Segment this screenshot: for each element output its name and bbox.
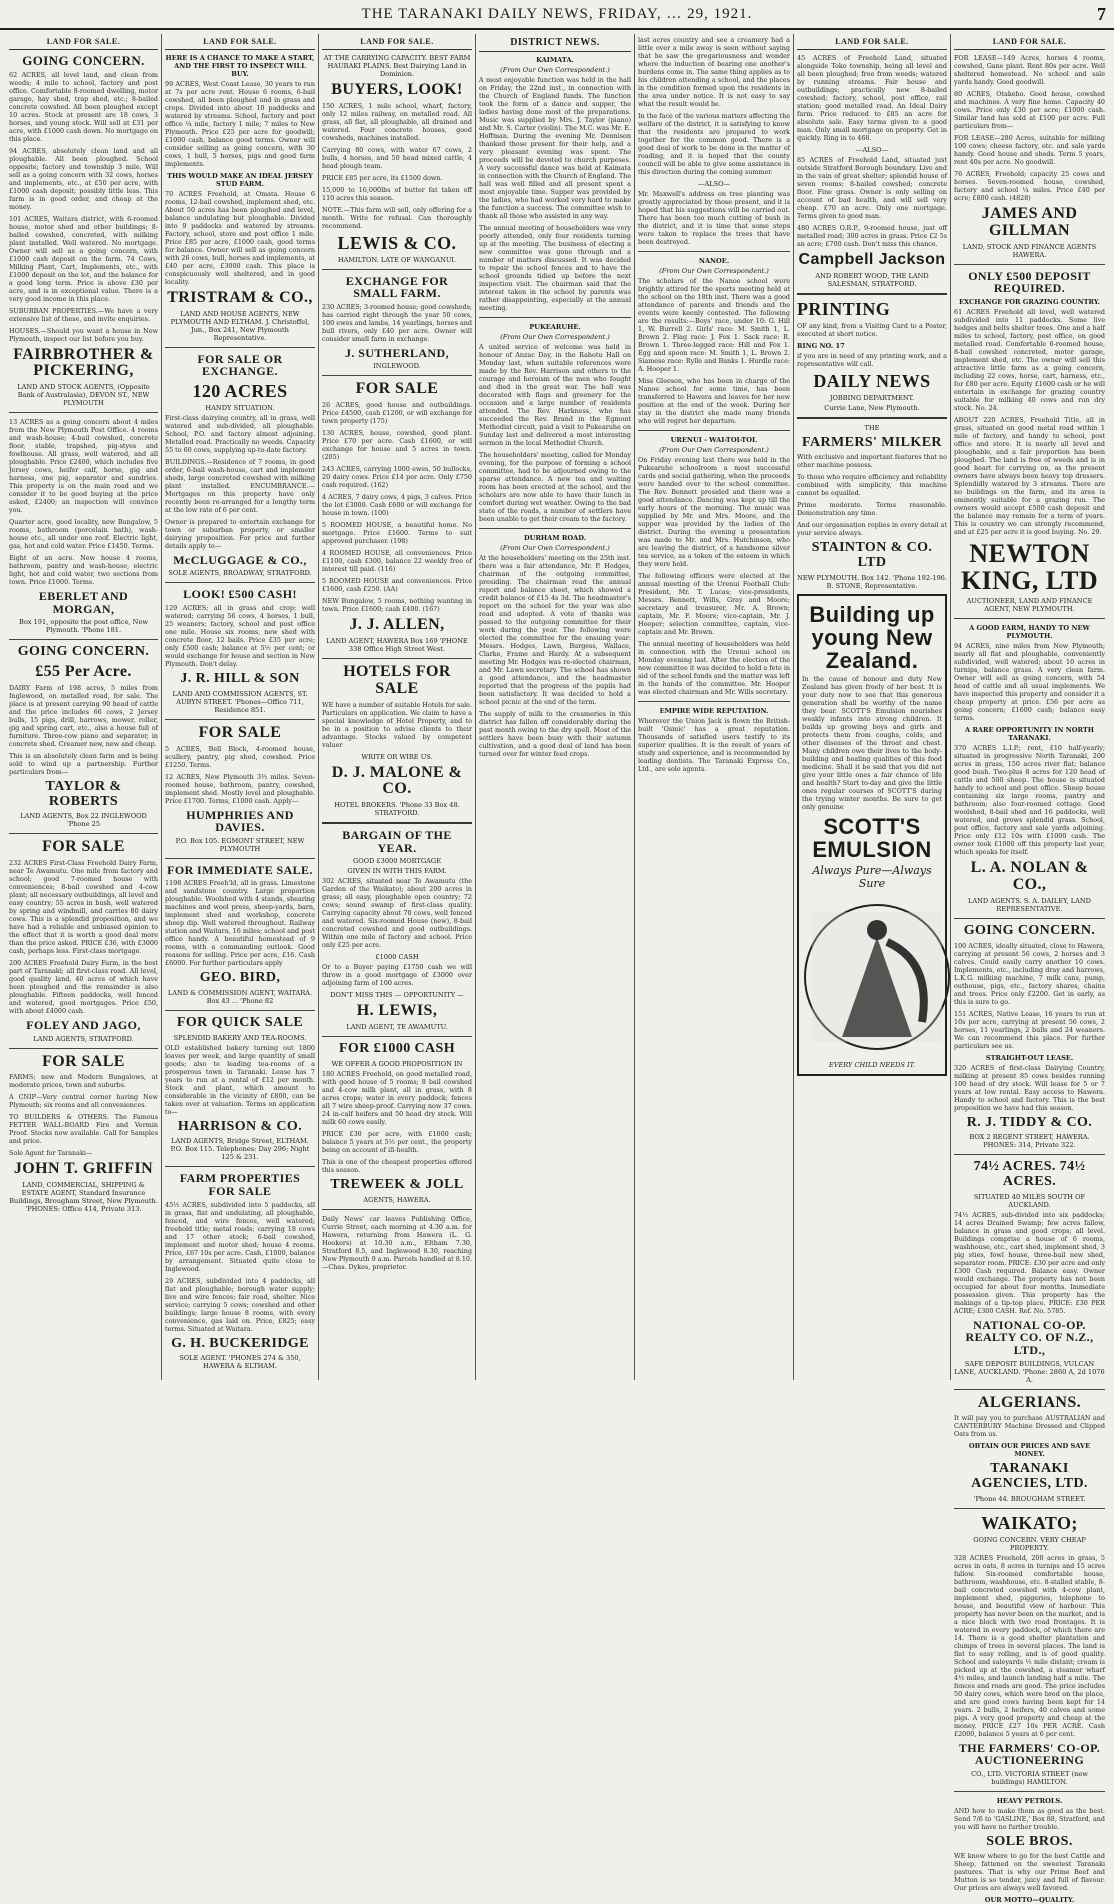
fisherman-emblem-icon [802, 902, 952, 1052]
ad-text: 5 ROOMED HOUSE and conveniences. Price £1600, cash £250. (AA) [322, 577, 472, 594]
ad-heading: GOING CONCERN. [17, 644, 150, 660]
ad-text: 12 ACRES, New Plymouth 3½ miles. Seven-roomed house, bathroom, pantry, cowshed, implement shed. Mostly level and ploughable. Price £1700. Terms, £1000 cash. Apply— [165, 772, 315, 805]
divider [165, 858, 315, 859]
divider [9, 833, 158, 834]
ad-text: 243 ACRES, carrying 1000 ewes, 50 bullocks, 20 dairy cows. Price £14 per acre. Only £750 cash required. (162) [322, 465, 472, 490]
divider [954, 618, 1105, 619]
column-3 [319, 34, 476, 1380]
divider [322, 658, 472, 659]
ad-heading: FOR £1000 CASH [338, 1041, 456, 1057]
divider [165, 582, 315, 583]
ad-subheading: GIVEN IN WITH THIS FARM. [347, 867, 447, 876]
ad-text: 480 ACRES O.R.P., 9-roomed house, just off metalled road; 300 acres in grass. Price £2 5s an acre; £700 cash. Don't miss this chance. [797, 224, 947, 248]
firm-name: H. LEWIS, [356, 1002, 438, 1020]
firm-details: HAMILTON. LATE OF WANGANUI. [337, 255, 457, 264]
firm-name: D. J. MALONE & CO. [331, 763, 463, 798]
ad-text: With exclusive and important features that no other machine possess. [797, 453, 947, 470]
ad-text: This is one of the cheapest properties offered this season. [322, 1157, 472, 1174]
article-text: The annual meeting of householders was held in connection with the Urenui school on Monday evening last. After the election of the new committee it was decided to hold a fete in aid of the school funds and the matter was left in the hands of the committee. Mr. Hooper was elected chairman and Mr. Wills secretary. [638, 640, 790, 696]
ad-heading: FARM PROPERTIES FOR SALE [179, 1171, 301, 1198]
firm-name: G. H. BUCKERIDGE [171, 1335, 309, 1351]
ad-subheading: SITUATED 40 MILES SOUTH OF AUCKLAND. [973, 1192, 1086, 1209]
divider [322, 822, 472, 824]
firm-details: LAND AGENTS, Bridge Street, ELTHAM. P.O. Box 115. Telephones: Day 296; Night 125 & 231. [170, 1137, 310, 1162]
firm-details: CO., LTD. VICTORIA STREET (new buildings) HAMILTON. [971, 1769, 1088, 1786]
section-byline: (From Our Own Correspondent.) [500, 333, 610, 341]
ad-subheading: Currie Lane, New Plymouth. [824, 403, 920, 412]
column-heading: LAND FOR SALE. [797, 34, 947, 50]
ad-text: AND how to make them as good as the best. Send 7/6 to 'GASLINE,' Box 88, Stratford, and you will have no further trouble. [954, 1806, 1105, 1831]
firm-details: AND ROBERT WOOD, THE LAND SALESMAN, STRATFORD. [815, 271, 929, 288]
ad-heading: FOR SALE [355, 380, 439, 398]
ad-text: 29 ACRES, subdivided into 4 paddocks, all flat and ploughable; borough water supply; live and wire fences; fair road, shelter. Nice service; carrying 5 cows; cowshed and other buildings; large house 8 rooms, with every convenience, gas laid on. Price, £825; easy terms. Situated at Waitara. [165, 1276, 315, 1333]
divider [954, 264, 1105, 265]
divider [322, 1209, 472, 1210]
article-text: At the householders' meeting on the 25th inst. there was a fair attendance, Mr. P. Hodges, chairman of the outgoing committee, presiding. The chairman read the annual report and balance sheet, which showed a credit balance of £15 4s 3d. The headmaster's report on the school for the year was also read and adopted. A vote of thanks was passed to the outgoing committee for their work during the year. The following were elected the committee for the ensuing year: Messrs. Hodges, Lawn, Burgess, Wallace, Clarke, Frame and Hardy. At a subsequent meeting Mr. Hodges was re-elected chairman, and Mr. Lawn secretary. The school has shown a good attendance, and the headmaster reported that the progress of the pupils had been satisfactory. It was decided to hold a school picnic at the end of the term. [479, 554, 631, 706]
article-text: The following officers were elected at the annual meeting of the Urenui Football Club: President, Mr. T. Lucas; vice-presidents, Messrs. Bennett, Wills, Gray and Moore; secretary and treasurer, Mr. A. Brown; captain, Mr. F. Moore; vice-captain, Mr. J. Hooper; selection committee, captain, vice-captain and Mr. Brown. [638, 572, 790, 636]
firm-name: THE FARMERS' CO-OP. AUCTIONEERING [958, 1740, 1101, 1768]
ad-text: Eight of an acre. New house 4 rooms, bathroom, pantry and wash-house, electric light, hot and cold water, two sections from town. Price £1000. Terms. [9, 554, 158, 587]
ad-text: NEW Bungalow, 5 rooms, nothing wanting in town. Price £1600; cash £400. (167) [322, 597, 472, 614]
ad-text: 232 ACRES First-Class Freehold Dairy Farm, near Te Awamutu. One mile from factory and school; good 7-roomed house with conveniences; 8-bail cowshed and 4-cow plant; all necessary outbuildings, all level and easy country; 55 acres in bush, well watered by spring and windmill, and carries 80 dairy cows. This is a splendid proposition, and we have had a reliable and unbiased opinion to the effect that it is worth a good deal more than the price asked. PRICE £36, with £3000 cash, perhaps less. First-class mortgage. [9, 859, 158, 956]
masthead-title: THE TARANAKI DAILY NEWS, FRIDAY, … 29, 1921. [361, 6, 753, 22]
firm-details: LAND AGENTS. S. A. DAILEY, LAND REPRESENTATIVE. [968, 896, 1091, 913]
firm-name: TAYLOR & ROBERTS [45, 778, 122, 809]
ad-text: 100 ACRES, ideally situated, close to Hawera, carrying at present 56 cows, 2 horses and 3 calves. Could easily carry another 10 cows. Implements, etc., including dray and harrows, L.K.G. milking machine, 7 milk cans, pump, outhouse, pigs, etc., factory shares, chains and trees. Price only £2200. Get in early, as this is sure to go. [954, 941, 1105, 1006]
ad-heading: FOR SALE [42, 838, 125, 856]
firm-details: BOX 2 REGENT STREET, HAWERA. PHONES: 314, Private 322. [969, 1133, 1090, 1150]
section-title: KAIMATA. [536, 56, 574, 64]
ad-text: ABOUT 220 ACRES, Freehold Title, all in grass, situated on good metal road within 1 mile of factory, and handy to school, post office and store. It is nearly all level and ploughable, and a fair proportion has been ploughed. The land is free of weeds and is in good heart for carrying on, as the present owners have always been heavy top dressers. Splendidly watered by 3 streams. There are no buildings on the farm, and its area is eminently suitable for a grazing run. The owners would accept £500 cash deposit and the balance may remain for a term of years. This is country we can strongly recommend, and at £25 per acre it is good buying. No. 29. [954, 415, 1105, 536]
ad-heading: A GOOD FARM, HANDY TO NEW PLYMOUTH. [969, 624, 1090, 641]
ad-text: 61 ACRES Freehold all level, well watered subdivided into 11 paddocks. Some live hedges and belts shelter trees. One and a half miles to school, factory, post office, on good metalled road. Comfortable 6-roomed house, 8-bail cowshed concreted, motor garage, implement shed, etc. The owner will sell this attractive little farm as a going concern, including 22 cows, horse, cart, harness, etc., for £80 per acre. Equity £1600 cash or he will entertain in exchange for grazing country suitable for milking 40 cows and run dry stock. No. 24. [954, 307, 1105, 412]
ad-heading: GOING CONCERN. [963, 922, 1096, 938]
firm-details: SOLE AGENTS, BROADWAY, STRATFORD. [168, 569, 312, 578]
ad-text: 4 ROOMED HOUSE, all conveniences. Price £1100, cash £300, balance 22 weekly free of interest till paid. (116) [322, 549, 472, 574]
ad-text: 74½ ACRES, sub-divided into six paddocks; 14 acres Drained Swamp; few acres fallow, balance in grass and good crops; all level. Buildings comprise a house of 6 rooms, washhouse, etc., cart shed, implement shed, 3 pig sties, fowl house, three-bail new shed, separator room. PRICE: £30 per acre and only £300 Cash required. Balance easy. Owner would exchange. The property has not been occupied for about four months. Immediate possession given. This property has the makings of a tip-top place. PRICE: £30 PER ACRE; £300 CASH. Ref. No. 5785. [954, 1210, 1105, 1315]
ad-text: PRICE £30 per acre, with £1000 cash; balance 5 years at 5½ per cent., the property being on account of ill-health. [322, 1129, 472, 1154]
firm-details: LAND AND COMMISSION AGENTS, ST. AUBYN STREET. 'Phones—Office 711, Residence 851. [172, 689, 308, 714]
ad-text: 15,000 to 16,000lbs of butter fat taken off 110 acres this season. [322, 185, 472, 202]
firm-name: J. SUTHERLAND, [345, 345, 449, 360]
divider [9, 639, 158, 640]
ad-subheading: SPLENDID BAKERY AND TEA-ROOMS. [173, 1033, 307, 1042]
ad-text: 80 ACRES, Otakeho. Good house, cowshed and machines. A very fine home. Capacity 40 cows. Price only £30 per acre; £1000 cash. Similar land has sold at £100 per acre. Full particulars from— [954, 90, 1105, 130]
firm-details: 'Phone 44. BROUGHAM STREET. [973, 1494, 1086, 1503]
divider [954, 1508, 1105, 1509]
firm-name: SOLE BROS. [986, 1833, 1073, 1849]
ad-text: PRICE £85 per acre, its £1500 down. [322, 173, 443, 182]
firm-details: HOTEL BROKERS. 'Phone 33 Box 48. STRATFORD. [334, 801, 460, 818]
ad-text: 13 ACRES as a going concern about 4 miles from the New Plymouth Post Office. 4 rooms and wash-house; 4-bail cowshed, concrete floor, stable, trapshed, pig-styes and fowlhouse. All grass, well watered, and all ploughable. Price £2400, which includes five Jersey cows, heifer calf, horse, gig and harness, one pig, separator and sundries. This property is on the main road and we consider it to be good buying at the price asked, £2400; an inspection will convince you. [9, 418, 158, 515]
firm-name: HUMPHRIES AND DAVIES. [186, 807, 294, 835]
divider [165, 347, 315, 348]
ad-heading: STRAIGHT-OUT LEASE. [985, 1053, 1074, 1062]
column-2 [162, 34, 319, 1380]
ad-text: OUR MOTTO—QUALITY. [984, 1896, 1075, 1904]
ad-text: FARMS; new and Modern Bungalows, at moderate prices, town and suburbs. [9, 1073, 158, 1090]
divider [322, 269, 472, 270]
ad-text: DAIRY Farm of 198 acres, 5 miles from Inglewood, on metalled road, for sale. The place is at present carrying 90 head of cattle and the price includes 66 cows, 2 Jersey bulls, 15 pigs, drill, harrows, mower, roller, gig and spring cart, etc., also a house full of furniture. Three-cow piano and separator, in concrete shed. Creamer new, new and cheap. [9, 683, 158, 748]
article-text: The annual meeting of householders was very poorly attended, only four residents turning up at the meeting. The business of electing a new committee was gone through and a number of matters discussed. It was decided to repair the school fences and to have the school grounds tidied up before the next inspection visit. The chairman said that the interest taken in the school by parents was rather disappointing, especially at the annual meeting. [479, 224, 631, 312]
firm-details: Box 191, opposite the post office, New Plymouth. 'Phone 181. [18, 618, 148, 635]
ad-text: 328 ACRES Freehold, 200 acres in grass, 5 acres in oats, 8 acres in turnips and 15 acres fallow. Six-roomed comfortable house, bathroom, washhouse, etc. 8-stalled stable, 8-bail concreted cowshed with 4-cow plant, implement shed, piggeries, telephone to house, and beautiful view of harbour. This property has never been on the market, and is a nice block with two road frontages. It is watered in every paddock, of which there are 14. There is a good shelter plantation and clumps of trees in several places. The land is flat to easy rolling, and is of good quality. School and saleyards ½ mile distant; cream is picked up at the cowshed, a steamer wharf 4½ miles, and launch landing half a mile. The fences and roads are good. The price includes 50 dairy cows, which were bred on the place, and are good cows having been kept for 14 years. 2 bulls, 2 heifers, 40 calves and some pigs. A very good property and cheap at the money. PRICE £27 10s PER ACRE. Cash £2000, balance 5 years at 6 per cent. [954, 1553, 1105, 1738]
ad-banner: AT THE CARRYING CAPACITY. BEST FARM HAURAKI PLAINS. Best Dairying Land in Dominion. [323, 54, 471, 78]
firm-details: LAND AND STOCK AGENTS, (Opposite Bank of Australasia), DEVON ST., NEW PLYMOUTH [17, 383, 150, 408]
ad-heading: HERE IS A CHANCE TO MAKE A START, AND THE FIRST TO INSPECT WILL BUY. [165, 54, 315, 78]
ad-heading: FOR SALE [198, 723, 282, 741]
ad-text: FOR LEASE—280 Acres, suitable for milking 100 cows; cheese factory, etc. and sale yards handy. Good house and sheds. Term 5 years, rent 40s per acre. No goodwill. [954, 134, 1105, 166]
ad-text: TO BUILDERS & OTHERS. The Famous FETTER WALL-BOARD Fire and Vermin Proof. Stocks now available. Call for Samples and price. [9, 1113, 158, 1146]
firm-details: LAND AGENTS, STRATFORD. [33, 1034, 134, 1043]
ad-text: WRITE OR WIRE US. [361, 752, 433, 761]
ad-text: Or to a Buyer paying £1750 cash we will throw in a good mortgage of £3000 over adjoining farm of 100 acres. [322, 963, 472, 988]
section-title: PUKEARUHE. [529, 323, 581, 331]
ad-text: 180 ACRES Freehold, on good metalled road, with good house of 5 rooms; 8 bail cowshed and 4-cow milk plant, all in grass, with 8 acres crops; water in every paddock; fences all 7 wire sheep-proof. Carrying now 37 cows. 24 in-calf heifers and 50 head dry stock. Will milk 60 cows easily. [322, 1069, 472, 1126]
ad-text: 62 ACRES, all level land, and clean from weeds; 4 mile to school, factory and post office. Comfortable 8-roomed dwelling, motor garage, hay shed, trap shed, etc.; 8-bailed concrete cowshed. All been ploughed except 10 acres. Stock at present are 18 cows, 3 horses, and young stock. Will sell at £31 per acre, with £1000 cash down. No mortgage on this place. [9, 70, 158, 143]
firm-name: LEWIS & CO. [337, 232, 457, 253]
ad-heading: ALGERIANS. [977, 1393, 1082, 1411]
ad-heading: FOR QUICK SALE [176, 1015, 304, 1031]
ad-subheading: EXCHANGE FOR GRAZING COUNTRY. [959, 297, 1100, 306]
ad-text: Prime moderate. Terms reasonable. Demonstration any time. [797, 501, 947, 518]
divider [954, 1389, 1105, 1390]
ad-heading: ONLY £500 DEPOSIT REQUIRED. [968, 268, 1091, 296]
divider [322, 375, 472, 376]
ad-heading: GOING CONCERN. [22, 53, 145, 68]
ad-text: This is an absolutely clean farm and is being sold to wind up a partnership. Further particulars from— [9, 751, 158, 776]
ad-text: Carrying 80 cows, with water 67 cows, 2 bulls, 4 horses, and 50 head mixed cattle, 4 head plough team. [322, 145, 472, 170]
ad-heading: FARMERS' MILKER [802, 434, 942, 450]
firm-details: LAND AGENTS, Box 22 INGLEWOOD 'Phone 25 [20, 812, 147, 829]
ad-text: WE know where to go for the best Cattle and Sheep, fattened on the sweetest Taranaki pastures. That is why our Prime Beef and Mutton is so tender, juicy and full of flavour. Our prices are always well favored. [954, 1852, 1105, 1893]
article-text: —ALSO— [697, 180, 731, 188]
ad-text: 370 ACRES L.I.P.; rent, £10 half-yearly; situated in progressive North Taranaki, 200 acres in grass, 150 acres river flat; balance good bush. Two-plus 8 acres for 120 head of cattle and 500 sheep. The house is situated handy to school and post office. Sheep house containing six large rooms, pantry and bathroom; also four-roomed cottage. Good woolshed, 8-bail shed and 16 paddocks, well watered, and grows splendid grass. School, post office, factory and sale yards adjoining. Price only £12 10s with £1000 cash. The owner took £1000 off this property last year, which speaks for itself. [954, 744, 1105, 857]
divider [479, 528, 631, 529]
ad-text: 70 ACRES Freehold, at Omata. House 6 rooms, 12-bail cowshed, implement shed, etc. About 50 acres has been ploughed and level, balance undulating but ploughable. Divided into 9 paddocks and watered by streams. Factory, school, store and post office 1 mile. Price £85 per acre, £1000 cash, good terms for balance. Owner will sell as going concern with 26 cows, bull, horses and implements, at £40 per acre, £3000 cash. This place is conspicuously well sheltered, and in good locality. [165, 190, 315, 286]
ad-heading: FOR SALE OR EXCHANGE. [197, 351, 283, 379]
ad-text: 26 ACRES, good house and outbuildings. Price £4500, cash £1200, or will exchange for town property (175) [322, 401, 472, 426]
column-4 [476, 34, 635, 1380]
ad-heading: THIS WOULD MAKE AN IDEAL JERSEY STUD FARM. [167, 172, 313, 188]
ad-heading: 74½ ACRES. 74½ ACRES. [973, 1159, 1086, 1190]
ad-text: 45½ ACRES, subdivided into 5 paddocks, all in grass, flat and undulating, all ploughable, fenced, and wire fences, well watered; freehold title; metal roads; carrying 18 cows and 17 other stock; 6-bail cowshed, implement and motor shed; house 4 rooms. Price, £67 10s per acre. Cash, £1000, balance by arrangement. Situated quite close to Inglewood. [165, 1200, 315, 1273]
ad-text: To those who require efficiency and reliability combined with simplicity, this machine cannot be equalled. [797, 473, 947, 498]
firm-name: NATIONAL CO-OP. REALTY CO. OF N.Z., LTD., [965, 1317, 1094, 1357]
ad-text: NOTE.—This farm will sell, only offering for a month. Write for refusal. Can thoroughly recommend. [322, 205, 472, 230]
ad-heading: HOTELS FOR SALE [343, 663, 451, 697]
ad-subheading: HANDY SITUATION. [205, 403, 275, 412]
firm-details: LAND AGENT, TE AWAMUTU. [346, 1023, 448, 1032]
ad-text: 76 ACRES, Freehold; capacity 25 cows and horses. Seven-roomed house, cowshed, factory and school ¼ miles. Price £40 per acre; £800 cash. (4828) [954, 170, 1105, 202]
section-byline: (From Our Own Correspondent.) [659, 446, 769, 454]
firm-details: AGENTS, HAWERA. [363, 1195, 431, 1204]
column-7 [951, 34, 1108, 1904]
ad-text: SUBURBAN PROPERTIES.—We have a very extensive list of these, and invite enquiries. [9, 306, 158, 323]
ad-text: 230 ACRES; 3-roomed house; good cowsheds; has carried right through the year 50 cows, 100 ewes and lambs, 14 yearlings, horses and bull rivers, only £40 per acre. Owner will consider small farm in exchange. [322, 302, 472, 343]
firm-name: HARRISON & CO. [177, 1118, 303, 1134]
ad-heading: EXCHANGE FOR SMALL FARM. [345, 273, 449, 301]
article-text: last acres country and see a creamery had a little over a mile away is seen without saying that he saw the gregariousness and wonder where the induction of bearing one another's burdens come in. The same thing applies as to his children attending a school, and the places in the condition formed upon the residents in the area under notice. It is not easy to say what the result would be. [638, 36, 790, 108]
firm-details: AUCTIONEER, LAND AND FINANCE AGENT, NEW PLYMOUTH. [966, 597, 1093, 614]
divider [9, 412, 158, 413]
ad-subheading: £55 Per Acre. [35, 663, 132, 681]
article-text: The scholars of the Nanoe school were brightly attired for the sports meeting held at the school on the 18th inst. There was a good attendance of parents and friends and the events were keenly contested. The following are the results:—Boys' race, under 10: G. Hill 1, W. Burrell 2. Girls' race: M. Smith 1, L. Brown 2. Flag race: J. Fox 1. Sack race: R. Brown 1. Three-legged race: Hill and Fox 1. Egg and spoon race: M. Smith 1, L. Brown 2. Siamese race: Rylle and Banks 1. Hurdle race: A. Hooper 1. [638, 277, 790, 373]
article-text: Miss Gleeson, who has been in charge of the Nanoe school for some time, has been transferred to Hawera and leaves for her new position at the end of the week. During her stay in the district she made many friends who will regret her departure. [638, 377, 790, 425]
article-text: A united service of welcome was held in honour of Anzac Day, in the Rahotu Hall on Monday last, when suitable references were made by the Rev. Harrison and others to the courage and heroism of the men who fought and died in the great war. The hall was decorated with flags and greenery for the occasion and a large number of residents attended. The Rev. Harkness, who has succeeded the Rev. Brand in the Egmont Methodist circuit, paid a visit to Pukearuhe on Sunday last and delivered a most interesting sermon in the local Methodist Church. [479, 343, 631, 447]
ad-text: RING NO. 17 [797, 341, 845, 350]
article-text: Wherever the Union Jack is flown the British-built 'Osmic' has a great reputation. Thousands of satisfied users testify to its superior qualities. It is the result of years of study and experience, and is recommended by leading dentists. The Taranaki Express Co., Ltd., are sole agents. [638, 717, 790, 773]
ad-caption: EVERY CHILD NEEDS IT. [828, 1061, 916, 1070]
column-heading: LAND FOR SALE. [322, 34, 472, 50]
ad-subheading: GOOD £3000 MORTGAGE [352, 857, 442, 866]
article-text: In the face of the various matters affecting the welfare of the district, it is satisfying to know that the residents are prepared to work together for the common good. There is a good deal of work to be done in the matter of roading, and it is hoped that the county council will be able to give some assistance in this direction during the coming summer. [638, 112, 790, 176]
firm-details: SAFE DEPOSIT BUILDINGS, VULCAN LANE, AUCKLAND. 'Phone: 2860 A, 2d 1076 A. [954, 1359, 1105, 1384]
section-byline: (From Our Own Correspondent.) [500, 544, 610, 552]
ad-text: DON'T MISS THIS — OPPORTUNITY — [330, 991, 464, 1000]
divider [954, 1154, 1105, 1155]
firm-name: STAINTON & CO. LTD [811, 540, 933, 570]
firm-name: GEO. BIRD, [199, 970, 281, 986]
ad-text: 129 ACRES; all in grass and crop; well watered; carrying 56 cows, 4 horses, 1 bull, 25 weaners; factory, school and post office one mile. House six rooms, new shed with concrete floor, 12 bails. Price £35 per acre; only £500 cash; balance at 5½ per cent; or would exchange for house and section in New Plymouth. Don't delay. [165, 604, 315, 669]
ad-text: OBTAIN OUR PRICES AND SAVE MONEY. [968, 1442, 1091, 1459]
divider [9, 1048, 158, 1049]
article-text: A most enjoyable function was held in the hall on Friday, the 22nd inst., in connection with the Church of England funds. The function took the form of a dance and supper, the ladies having done most of the preparations. Music was supplied by Mrs. J. Taylor (piano) and Mr. S. Carter (violin). The M.C. was Mr. E. Hoffman. During the evening Mr. Dennison thanked those present for their help, and a very pleasant evening was spent. The proceeds will be devoted to church purposes. A very successful dance was held at Kaimata in connection with the Church of England. The hall was well filled and all present spent a most enjoyable time. Supper was provided by the ladies, who had worked very hard to make the function a success. The committee wish to thank all those who assisted in any way. [479, 76, 631, 220]
divider [638, 430, 790, 431]
column-heading: LAND FOR SALE. [954, 34, 1105, 50]
divider [638, 251, 790, 252]
firm-details: LAND, COMMERCIAL, SHIPPING & ESTATE AGENT, Standard Insurance Buildings, Brougham Street, New Plymouth. 'PHONES: Office 414, Private 313. [9, 1181, 158, 1214]
firm-details: LAND, STOCK AND FINANCE AGENTS HAWERA. [962, 242, 1097, 259]
ad-text: Quarter acre, good locality, new Bungalow, 5 rooms, bathroom (porcelain bath), wash-house etc., all under one roof. Electric light, gas, hot and cold water. Price £1450. Terms. [9, 518, 158, 551]
divider [165, 1010, 315, 1011]
ad-text: And our organisation replies in every detail at your service always. [797, 521, 947, 538]
firm-name: L. A. NOLAN & CO., [970, 859, 1089, 894]
column-1 [6, 34, 162, 1380]
ad-heading: Building up young New Zealand. [809, 601, 935, 673]
ad-text: 1198 ACRES Freeh'ld, all in grass. Limestone and sandstone country. Large proportion ploughable. Woolshed with 4 stands, shearing machines and wool press, sheep-yards, barn, implement shed and workshop, concrete sheep dip. Well watered throughout. Railway station and Waitara, 16 miles; school and post office handy. A beautiful homestead of 9 rooms, with a commanding outlook. Good reasons for selling. Price per acre, £16. Cash £6000. For further particulars apply [165, 879, 315, 968]
ad-subheading: WE OFFER A GOOD PROPOSITION IN [331, 1059, 463, 1068]
ad-text: if you are in need of any printing work, and a representative will call. [797, 351, 947, 368]
ad-text: WE have a number of suitable Hotels for sale. Particulars on application. We claim to have a special knowledge of Hotel Property, and to be in a position to advise clients to their advantage. Stocks valued by competent valuer [322, 700, 472, 749]
firm-details: P.O. Box 105. EGMONT STREET, NEW PLYMOUTH [175, 836, 305, 853]
ad-heading: FOR SALE [42, 1052, 125, 1070]
firm-name: TRISTRAM & CO., [167, 289, 313, 306]
ad-text: 130 ACRES, house, cowshed, good plant. Price £70 per acre. Cash £1600, or will exchange for house and 5 acres in town. (205) [322, 429, 472, 462]
ad-heading: HEAVY PETROLS. [996, 1796, 1063, 1805]
firm-name: JAMES AND GILLMAN [981, 205, 1078, 239]
ad-text: 94 ACRES, absolutely clean land and all ploughable. All been ploughed. School opposite; factory and township 3 mile. Will sell as a going concern with 32 cows, horses and implements, etc., at £50 per acre, with £1000 cash deposit; possibly little less. This farm is in good order, and cheap at the money. [9, 146, 158, 211]
article-text: The householders' meeting, called for Monday evening, for the purpose of forming a school committee, had to be adjourned owing to the sparse attendance. A new tea and waiting room has been erected at the school, and the scholars are now able to have their lunch in comfort during wet weather. Owing to the bad state of the roads, a number of settlers have been unable to get their cream to the factory. [479, 451, 631, 523]
ad-heading: BARGAIN OF THE YEAR. [342, 828, 452, 855]
firm-name: R. J. TIDDY & CO. [966, 1114, 1093, 1130]
firm-name: J. R. HILL & SON [180, 671, 300, 687]
firm-logo: Campbell Jackson [798, 251, 946, 268]
ad-text: Owner is prepared to entertain exchange for town or suburban property, or smaller dairying proposition. For price and further details apply to— [165, 517, 315, 550]
firm-name: TREWEEK & JOLL [330, 1176, 464, 1192]
firm-name: TARANAKI AGENCIES, LTD. [971, 1461, 1088, 1491]
ad-heading: THE [864, 423, 880, 432]
ad-heading: PRINTING [797, 298, 891, 319]
section-byline: (From Our Own Correspondent.) [500, 66, 610, 74]
page-number: 7 [1097, 4, 1106, 24]
column-heading: LAND FOR SALE. [165, 34, 315, 50]
ad-text: Sole Agent for Taranaki— [9, 1149, 93, 1158]
ad-heading: FOR IMMEDIATE SALE. [167, 862, 313, 877]
ad-text: It will pay you to purchase AUSTRALIAN and CANTERBURY Machine Dressed and Clipped Oats from us. [954, 1414, 1105, 1439]
ad-text: £1000 CASH [375, 953, 419, 962]
ad-text: 101 ACRES, Waitara district, with 6-roomed house, motor shed and other buildings; 8-bailed cowshed, concreted, with milking plant installed. Well watered. No mortgage. Owner will sell as a going concern, with £1000 cash deposit on the farm. 74 Cows, Milking Plant, Cart, Implements, etc., with £1000 deposit on the lot, and the balance for a good long term. Price is above £30 per acre, and is in exceptional value. There is a very good income in this place. [9, 214, 158, 303]
firm-details: NEW PLYMOUTH. Box 142. 'Phone 192-196. B. STONE, Representative. [797, 573, 947, 590]
firm-name: McCLUGGAGE & CO., [173, 552, 307, 567]
ad-text: 302 ACRES, situated near Te Awamutu (the Garden of the Waikato); about 200 acres in grass; all easy, ploughable open country; 72 cows; sound swamp of first-class quality. Carrying capacity about 70 cows, well fenced and watered. Six-roomed House (new), 8-bail concreted cowshed and good outbuildings. Within one mile of factory and school. Price only £25 per acre. [322, 877, 472, 950]
ad-heading: DAILY NEWS [813, 370, 931, 391]
ad-text: 151 ACRES, Native Lease, 16 years to run at 10s per acre, carrying at present 56 cows, 2 horses, 11 yearlings, 2 bulls and 24 weaners. We can recommend this place. For further particulars see us. [954, 1009, 1105, 1050]
ad-text: First-class dairying country, all in grass, well watered and sub-divided, all ploughable. School, P.O. and factory almost adjoining. Metalled road. Practically no weeds. Capacity 55 to 60 cows, supplying up-to-date factory. [165, 413, 315, 454]
brand-logo: SCOTT'S EMULSION [812, 813, 932, 863]
ad-text: 94 ACRES, nine miles from New Plymouth; nearly all flat and ploughable, conveniently subdivided, well watered; about 10 acres in turnips, balance grass. A very clean farm. Owner will sell as going concern, with 54 head of cattle and all usual implements. We have inspected this property and consider it a cheap property at price. £56 per acre as going concern; £1600 cash; balance easy terms. [954, 642, 1105, 723]
firm-name: FAIRBROTHER & PICKERING, [13, 345, 154, 380]
ad-text: 4 ACRES, 7 dairy cows, 4 pigs, 3 calves. Price the lot £3000. Cash £600 or will exchange for house in town. (100) [322, 493, 472, 518]
article-text: On Friday evening last there was held in the Pukearuhe schoolroom a most successful cards and social gathering, when the proceeds were handed over to the school committee. The Rev. Bennett presided and there was a good attendance. Dancing was kept up till the early hours of the morning. The music was supplied by Mr. and Mrs. Moore, and the supper was provided by the ladies of the district. During the evening a presentation was made to Mr. and Mrs. Hutchinson, who are leaving the district, of a handsome silver tea service, as a token of the esteem in which they were held. [638, 456, 790, 568]
column-heading: DISTRICT NEWS. [479, 34, 631, 52]
firm-details: LAND AND HOUSE AGENTS, NEW PLYMOUTH AND ELTHAM. J. Christoffel, Jun., Box 241, New Plymouth Representative. [170, 309, 310, 342]
section-byline: (From Our Own Correspondent.) [659, 267, 769, 275]
ad-text: HOUSES.—Should you want a house in New Plymouth, inspect our list before you buy. [9, 326, 158, 343]
firm-details: LAND & COMMISSION AGENT, WAITARA. Box 43 ... 'Phone 82 [167, 989, 313, 1006]
ad-text: BUILDINGS.—Residence of 7 rooms, in good order, 6-bail wash-house, cart and implement sheds, large concreted cowshed with milking plant installed. ENCUMBRANCE.—Mortgages on this property have only recently been re-arranged for a lengthy term at the low rate of 6 per cent. [165, 457, 315, 514]
ad-text: 200 ACRES Freehold Dairy Farm, in the best part of Taranaki; all first-class road. All level, good quality land, 40 acres of which have been ploughed and the remainder is also ploughable. Fifteen paddocks, well fenced and watered, good mortgages. Price £50, with about £4000 cash. [9, 959, 158, 1016]
firm-name: EBERLET AND MORGAN, [38, 589, 129, 616]
firm-logo: NEWTON KING, LTD [960, 538, 1098, 596]
divider [797, 293, 947, 295]
firm-details: LAND AGENT, HAWERA Box 169 'PHONE 338 Office High Street West. [326, 637, 468, 654]
divider [479, 317, 631, 318]
firm-details: INGLEWOOD. [373, 362, 421, 371]
firm-name: FOLEY AND JAGO, [26, 1018, 141, 1033]
ad-subheading: 120 ACRES [192, 380, 288, 401]
ad-heading: A RARE OPPORTUNITY IN NORTH TARANAKI. [965, 726, 1094, 743]
ad-heading: LOOK! £500 CASH! [183, 587, 297, 602]
section-title: URENUI - WAI-TOI-TOI. [670, 436, 758, 444]
ad-text: FOR LEASE—149 Acres, horses 4 rooms, cowshed, Gane plant. Rent 80s per acre. Well sheltered homestead. No school and sale yards handy. Good goodwill. [954, 54, 1105, 86]
ad-text: —ALSO— [855, 146, 889, 154]
ad-text: Daily News' car leaves Publishing Office, Currie Street, each morning at 4.30 a.m. for Hawera, returning from Hawera (L. G. Hookers) at 10.30 a.m., Eltham 7.30, Stratford 8.5, and Inglewood 8.30, reaching New Plymouth 9 a.m. Parcels handled at 8.10. —Chas. Dykes, proprietor. [322, 1214, 472, 1271]
ad-text: In the cause of honour and duty New Zealand has given freely of her best. It is your duty now to see that this generous generation shall be worthy of the name they bear. SCOTT'S Emulsion nourishes weakly infants into strong children. It builds up growing boys and girls and protects them from coughs, colds, and other diseases of the throat and chest. Many children owe their lives to the body-building and healing qualities of this food medicine. Shall it be said that you did not give your little ones a fair chance of life and health? Start to-day and give the little ones regular courses of SCOTT'S during the trying winter months. Be sure to get only genuine [802, 674, 942, 811]
page-columns [6, 34, 1108, 1904]
section-title: EMPIRE WIDE REPUTATION. [659, 707, 769, 715]
ad-subheading: GOING CONCERN. VERY CHEAP PROPERTY. [973, 1535, 1086, 1552]
divider [322, 1036, 472, 1037]
firm-details: SOLE AGENT. 'PHONES 274 & 350, HAWERA & ELTHAM. [179, 1354, 301, 1371]
ad-text: 150 ACRES, 1 mile school, wharf, factory, only 12 miles railway, on metalled road. All grass, all flat, all ploughable, all drained and watered. Four concrete houses, good cowsheds, machines installed. [322, 101, 472, 142]
divider [165, 1166, 315, 1167]
scotts-emulsion-ad [797, 594, 947, 1076]
ad-text: OLD established bakery turning out 1800 loaves per week, and large quantity of small goods; also te leading tea-rooms of a prosperous town in Taranaki. Lease has 7 years to run at a rental of £12 per month. Stock and plant, which amount to considerable in the vicinity of £800, can be taken over at valuation. Terms on application to— [165, 1043, 315, 1116]
ad-heading: BUYERS, LOOK! [331, 81, 463, 98]
firm-name: J. J. ALLEN, [349, 616, 445, 634]
ad-text: OF any kind, from a Visiting Card to a Poster, executed at short notice. [797, 321, 947, 338]
firm-name: JOHN T. GRIFFIN [13, 1160, 154, 1178]
divider [165, 719, 315, 720]
masthead [0, 0, 1114, 30]
ad-text: A CNIP—Very central corner having New Plymouth; six rooms and all conveniences. [9, 1093, 158, 1110]
ad-text: 320 ACRES of first-class Dairying Country, milking at present 85 cows besides running 100 head of dry stock. Will lease for 5 or 7 years at low rental. Easy access to Hawera. Handy to school and factory. This is the best proposition we have had this season. [954, 1063, 1105, 1112]
section-title: DURHAM ROAD. [523, 534, 586, 542]
section-title: NANOE. [698, 257, 730, 265]
brand-slogan: Always Pure—Always Sure [812, 864, 932, 891]
article-text: Mr. Maxwell's address on tree planting was greatly appreciated by those present, and it is hoped that his suggestions will be carried out. There has been too much cutting of bush in the district, and it is time that some steps were taken to replace the trees that have been destroyed. [638, 190, 790, 246]
ad-text: 85 ACRES of Freehold Land, situated just outside Stratford Borough boundary. Live and in the vain of great shelter; splendid house of seven rooms; 8-bailed cowshed; concrete floor. Fine grass. Owner is only selling on account of bad health, and will sell very cheap. £70 an acre. Only one mortgage. Terms given to good man. [797, 156, 947, 220]
ad-text: 99 ACRES, West Coast Lease, 30 years to run at 7s per acre rent. House 6 rooms, 6-bail cowshed, all been ploughed and in grass and crops. Divided into about 10 paddocks and watered by streams. School, factory and post office ¼ mile, factory 1 mile; 7 miles to New Plymouth. Price £25 per acre for goodwill; £1000 cash, balance good terms. Owner will consider selling as going concern, with 30 cows, 1 bull, 5 horses, pigs and good farm implements. [165, 80, 315, 168]
divider [954, 1791, 1105, 1792]
column-6 [794, 34, 951, 1380]
divider [797, 417, 947, 419]
column-5 [635, 34, 794, 1380]
divider [638, 701, 790, 702]
article-text: The supply of milk to the creameries in this district has fallen off considerably during the past month owing to the dry spell. Most of the settlers have been busy with their autumn cultivation, and a good deal of land has been turned over for winter feed crops. [479, 710, 631, 758]
ad-text: 45 ACRES of Freehold Land, situated alongside Toko township, being all level and all been ploughed; free from weeds; watered by running streams. Fair house and outbuildings; practically new 8-bailed cowshed; factory, school, post office, rail station; good metalled road. An Ideal Dairy farm. Price reduced to £85 an acre for absolute sale. Easy terms given to a good man. Only small mortgage on property. Get in quickly. Ring in to 468. [797, 54, 947, 142]
ad-subheading: JOBBING DEPARTMENT. [829, 393, 915, 402]
ad-heading: WAIKATO; [981, 1512, 1078, 1533]
divider [954, 918, 1105, 919]
column-heading: LAND FOR SALE. [9, 34, 158, 50]
ad-text: 5 ROOMED HOUSE, a beautiful home. No mortgage. Price £1600. Terms to suit approved purchaser. (198) [322, 521, 472, 546]
ad-text: 5 ACRES, Bell Block, 4-roomed house, scullery, pantry, pig shed, cowshed. Price £1250. Terms. [165, 744, 315, 769]
